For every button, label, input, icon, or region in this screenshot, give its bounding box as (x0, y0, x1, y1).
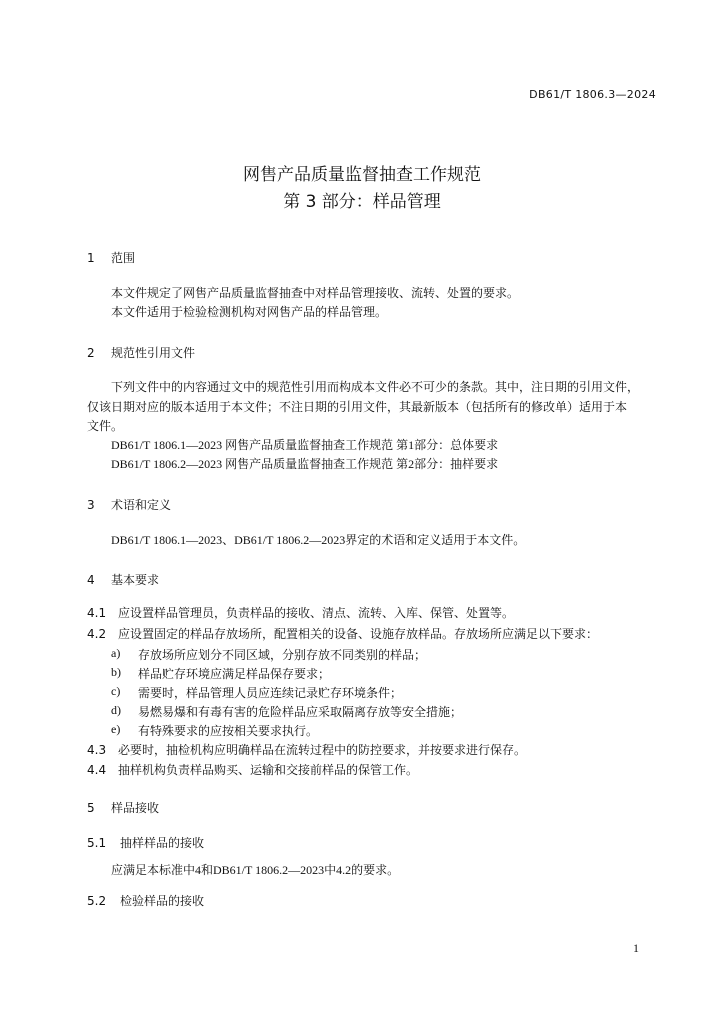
list-item-c: 需要时，样品管理人员应连续记录贮存环境条件； (138, 686, 403, 700)
document-code-header: DB61/T 1806.3—2024 (529, 88, 656, 101)
clause-text-4-4: 抽样机构负责样品购买、运输和交接前样品的保管工作。 (118, 763, 419, 777)
subsection-title: 检验样品的接收 (120, 894, 205, 908)
section-heading-3 (87, 496, 171, 513)
section-number: 2 (87, 346, 95, 360)
clause-number-4-2: 4.2 (87, 627, 107, 641)
list-item-label-b: b) (111, 665, 121, 679)
clause-text-4-3: 必要时，抽检机构应明确样品在流转过程中的防控要求，并按要求进行保存。 (118, 743, 527, 757)
section-title: 样品接收 (111, 801, 160, 815)
section-number: 5 (87, 801, 95, 815)
paragraph-terms: DB61/T 1806.1—2023、DB61/T 1806.2—2023界定的术语和定义适用于本文件。 (111, 533, 526, 547)
list-item-b: 样品贮存环境应满足样品保存要求； (138, 667, 331, 681)
paragraph-sample-receipt: 应满足本标准中4和DB61/T 1806.2—2023中4.2的要求。 (111, 863, 400, 877)
subsection-heading-5-2 (87, 892, 204, 909)
section-title: 术语和定义 (111, 498, 172, 512)
section-heading-1 (87, 249, 135, 266)
document-subtitle: 第 3 部分：样品管理 (283, 192, 441, 212)
section-title: 基本要求 (111, 573, 160, 587)
clause-number-4-1: 4.1 (87, 606, 107, 620)
subsection-number: 5.1 (87, 836, 107, 850)
paragraph-references-line-3: 文件。 (87, 419, 124, 433)
clause-number-4-4: 4.4 (87, 763, 107, 777)
reference-item-2: DB61/T 1806.2—2023 网售产品质量监督抽查工作规范 第2部分：抽样要求 (111, 457, 499, 471)
subsection-heading-5-1 (87, 834, 204, 851)
section-number: 3 (87, 498, 95, 512)
section-heading-2 (87, 344, 195, 361)
clause-text-4-1: 应设置样品管理员，负责样品的接收、清点、流转、入库、保管、处置等。 (118, 606, 515, 620)
document-title: 网售产品质量监督抽查工作规范 (243, 165, 481, 185)
subsection-title: 抽样样品的接收 (120, 836, 205, 850)
paragraph-scope-1: 本文件规定了网售产品质量监督抽查中对样品管理接收、流转、处置的要求。 (111, 286, 520, 300)
list-item-e: 有特殊要求的应按相关要求执行。 (138, 724, 319, 738)
paragraph-scope-2: 本文件适用于检验检测机构对网售产品的样品管理。 (111, 305, 388, 319)
clause-text-4-2: 应设置固定的样品存放场所，配置相关的设备、设施存放样品。存放场所应满足以下要求： (118, 627, 599, 641)
list-item-a: 存放场所应划分不同区域，分别存放不同类别的样品； (138, 648, 427, 662)
reference-item-1: DB61/T 1806.1—2023 网售产品质量监督抽查工作规范 第1部分：总体要求 (111, 438, 499, 452)
section-title: 范围 (111, 251, 136, 265)
section-number: 4 (87, 573, 95, 587)
page-number: 1 (633, 941, 639, 955)
list-item-label-a: a) (111, 646, 121, 660)
list-item-label-c: c) (111, 684, 121, 698)
subsection-number: 5.2 (87, 894, 107, 908)
paragraph-references-line-1: 下列文件中的内容通过文中的规范性引用而构成本文件必不可少的条款。其中，注日期的引用文件， (111, 380, 640, 394)
section-heading-4 (87, 571, 159, 588)
section-title: 规范性引用文件 (111, 346, 196, 360)
section-number: 1 (87, 251, 95, 265)
section-heading-5 (87, 799, 159, 816)
clause-number-4-3: 4.3 (87, 743, 107, 757)
list-item-label-d: d) (111, 703, 121, 717)
list-item-label-e: e) (111, 722, 121, 736)
paragraph-references-line-2: 仅该日期对应的版本适用于本文件；不注日期的引用文件，其最新版本（包括所有的修改单）适用于本 (87, 400, 628, 414)
list-item-d: 易燃易爆和有毒有害的危险样品应采取隔离存放等安全措施； (138, 705, 463, 719)
